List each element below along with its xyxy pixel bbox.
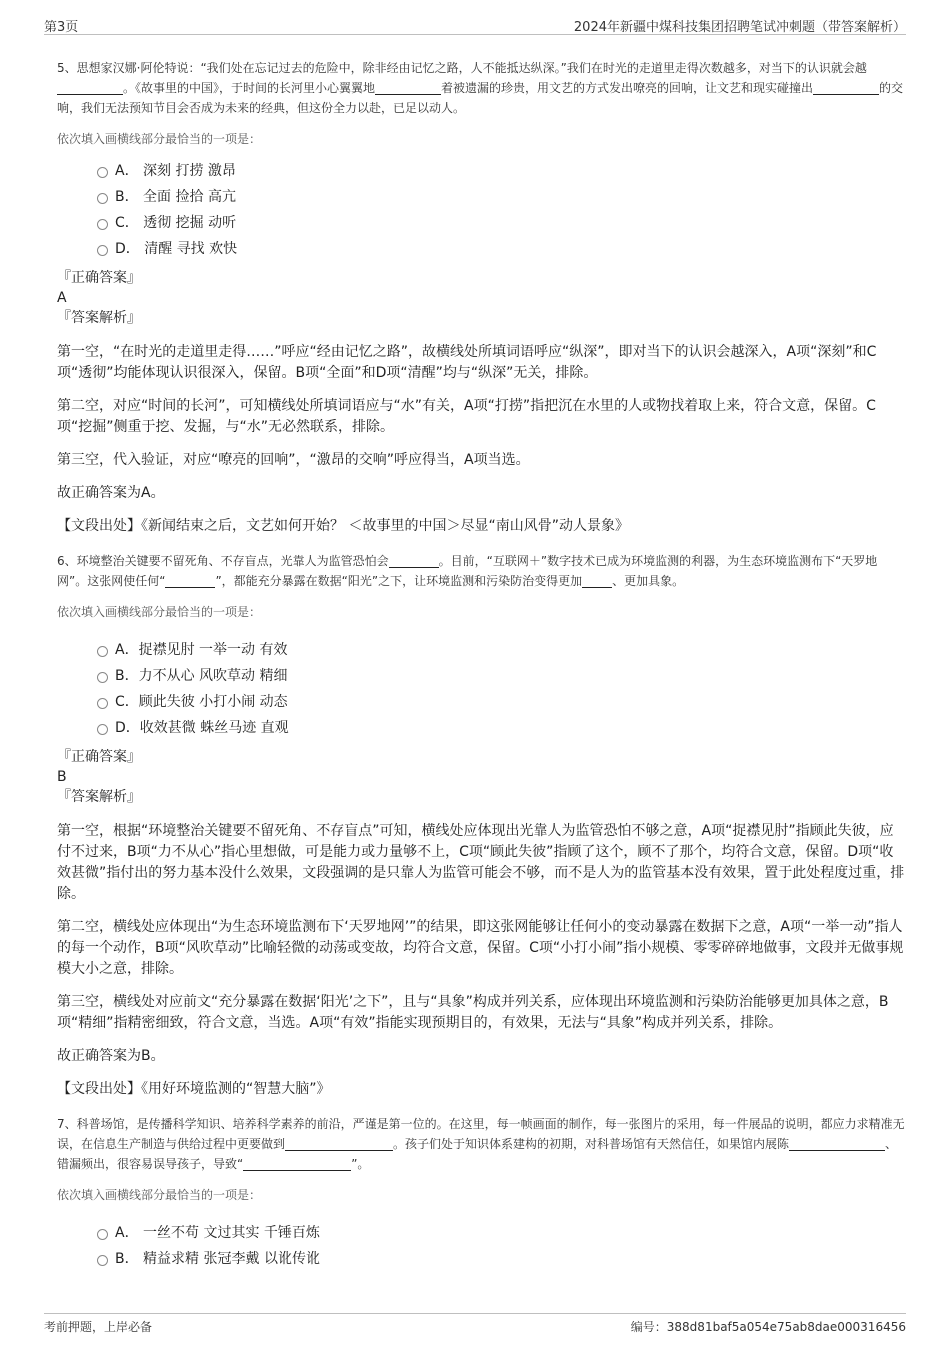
question-7-options (57, 1220, 906, 1272)
option-a[interactable]: A． 一丝不苟 文过其实 千锤百炼 (97, 1220, 906, 1246)
question-6-options (57, 637, 906, 741)
question-6-instruction: 依次填入画横线部分最恰当的一项是： (57, 605, 262, 619)
answer-blank (789, 1136, 885, 1151)
analysis-paragraph: 第一空，根据“环境整治关键要不留死角、不存盲点”可知，横线处应体现出光靠人为监管恐怕不够之意，A项“捉襟见肘”指顾此失彼，应付不过来，B项“力不从心”指心里想做，可是能力或力量够不上，C项“顾此失彼”指顾了这个，顾不了那个，均符合文意，保留。D项“收效甚微”指付出的努力基本没什么效果，文段强调的是只靠人为监管可能会不够，而不是人为的监管基本没有效果，置于此处程度过重，排除。 (57, 823, 905, 902)
analysis-paragraph: 第三空，横线处对应前文“充分暴露在数据‘阳光’之下”，且与“具象”构成并列关系，应体现出环境监测和污染防治能够更加具体之意，B项“精细”指精密细致，符合文意，当选。A项“有效”指能实现预期目的，有效果，无法与“具象”构成并列关系，排除。 (57, 994, 889, 1031)
question-6-stem: 6、环境整治关键要不留死角、不存盲点，光靠人为监管恐怕会 。目前，“互联网＋”数字技术已成为环境监测的利器，为生态环境监测布下“天罗地网”。这张网使任何“ ”，都能充分暴露在数据“阳光”之下，让环境监测和污染防治变得更加 、更加具象。 (57, 554, 878, 588)
answer-blank (582, 573, 612, 588)
radio-icon[interactable] (97, 1229, 108, 1240)
question-7 (57, 1114, 906, 1272)
option-c[interactable]: C．顾此失彼 小打小闹 动态 (97, 689, 906, 715)
analysis-label: 『答案解析』 (57, 789, 141, 805)
option-b[interactable]: B． 精益求精 张冠李戴 以讹传讹 (97, 1246, 906, 1272)
radio-icon[interactable] (97, 724, 108, 735)
answer-blank (813, 80, 879, 95)
correct-answer-label: 『正确答案』 (57, 270, 141, 286)
option-a[interactable]: A．捉襟见肘 一举一动 有效 (97, 637, 906, 663)
option-b[interactable]: B． 全面 捡拾 高亢 (97, 184, 906, 210)
page-header (44, 14, 906, 35)
analysis-paragraph: 故正确答案为A。 (57, 485, 165, 501)
source-citation: 【文段出处】《新闻结束之后，文艺如何开始？ ＜故事里的中国＞尽显“南山风骨”动人景象》 (57, 518, 629, 534)
option-b[interactable]: B．力不从心 风吹草动 精细 (97, 663, 906, 689)
analysis-paragraph: 第一空，“在时光的走道里走得……”呼应“经由记忆之路”，故横线处所填词语呼应“纵深”，即对当下的认识会越深入，A项“深刻”和C项“透彻”均能体现认识很深入，保留。B项“全面”和D项“清醒”均与“纵深”无关，排除。 (57, 344, 877, 381)
document-serial: 编号：388d81baf5a054e75ab8dae000316456 (630, 1320, 906, 1334)
answer-blank (165, 573, 215, 588)
analysis-paragraph: 第二空，横线处应体现出“为生态环境监测布下‘天罗地网’”的结果，即这张网能够让任何小的变动暴露在数据下之意，A项“一举一动”指人的每一个动作，B项“风吹草动”比喻轻微的动荡或变故，均符合文意，保留。C项“小打小闹”指小规模、零零碎碎地做事，文段并无做事规模大小之意，排除。 (57, 919, 904, 977)
radio-icon[interactable] (97, 698, 108, 709)
answer-blank (243, 1156, 351, 1171)
radio-icon[interactable] (97, 193, 108, 204)
correct-answer: A (57, 290, 67, 306)
question-6 (57, 551, 906, 1100)
option-c[interactable]: C． 透彻 挖掘 动听 (97, 210, 906, 236)
radio-icon[interactable] (97, 245, 108, 256)
page-number: 第3页 (44, 20, 79, 35)
radio-icon[interactable] (97, 646, 108, 657)
option-d[interactable]: D． 清醒 寻找 欢快 (97, 236, 906, 262)
answer-blank (389, 553, 439, 568)
correct-answer-label: 『正确答案』 (57, 749, 141, 765)
page-content (57, 58, 906, 1278)
radio-icon[interactable] (97, 672, 108, 683)
question-7-stem: 7、科普场馆，是传播科学知识、培养科学素养的前沿，严谨是第一位的。在这里，每一帧画面的制作，每一张图片的采用，每一件展品的说明，都应力求精准无误，在信息生产制造与供给过程中更要做到 。孩子们处于知识体系建构的初期，对科普场馆有天然信任，如果馆内展陈 、错漏频出，很容易误导孩子，导致“ ”。 (57, 1117, 905, 1171)
analysis-paragraph: 第二空，对应“时间的长河”，可知横线处所填词语应与“水”有关，A项“打捞”指把沉在水里的人或物找着取上来，符合文意，保留。C项“挖掘”侧重于挖、发掘，与“水”无必然联系，排除。 (57, 398, 876, 435)
radio-icon[interactable] (97, 167, 108, 178)
document-title: 2024年新疆中煤科技集团招聘笔试冲刺题（带答案解析） (573, 20, 906, 35)
answer-blank (285, 1136, 393, 1151)
question-6-analysis (57, 821, 906, 1067)
analysis-label: 『答案解析』 (57, 310, 141, 326)
page-footer (44, 1313, 906, 1336)
option-d[interactable]: D．收效甚微 蛛丝马迹 直观 (97, 715, 906, 741)
option-a[interactable]: A． 深刻 打捞 激昂 (97, 158, 906, 184)
answer-blank (57, 80, 123, 95)
question-5-instruction: 依次填入画横线部分最恰当的一项是： (57, 132, 262, 146)
question-5-stem: 5、思想家汉娜·阿伦特说：“我们处在忘记过去的危险中，除非经由记忆之路，人不能抵达纵深。”我们在时光的走道里走得次数越多，对当下的认识就会越。《故事里的中国》，于时间的长河里小心翼翼地 着被遗漏的珍贵，用文艺的方式发出嘹亮的回响，让文艺和现实碰撞出 的交响，我们无法预知节目会否成为未来的经典，但这份全力以赴，已足以动人。 (57, 61, 904, 115)
correct-answer: B (57, 769, 67, 785)
analysis-paragraph: 故正确答案为B。 (57, 1048, 165, 1064)
answer-blank (375, 80, 441, 95)
question-5-options (57, 158, 906, 262)
analysis-paragraph: 第三空，代入验证，对应“嘹亮的回响”，“激昂的交响”呼应得当，A项当选。 (57, 452, 530, 468)
radio-icon[interactable] (97, 219, 108, 230)
question-5-analysis (57, 342, 906, 504)
footer-slogan: 考前押题，上岸必备 (44, 1320, 153, 1334)
question-5 (57, 58, 906, 537)
radio-icon[interactable] (97, 1255, 108, 1266)
question-7-instruction: 依次填入画横线部分最恰当的一项是： (57, 1188, 262, 1202)
source-citation: 【文段出处】《用好环境监测的“智慧大脑”》 (57, 1081, 331, 1097)
